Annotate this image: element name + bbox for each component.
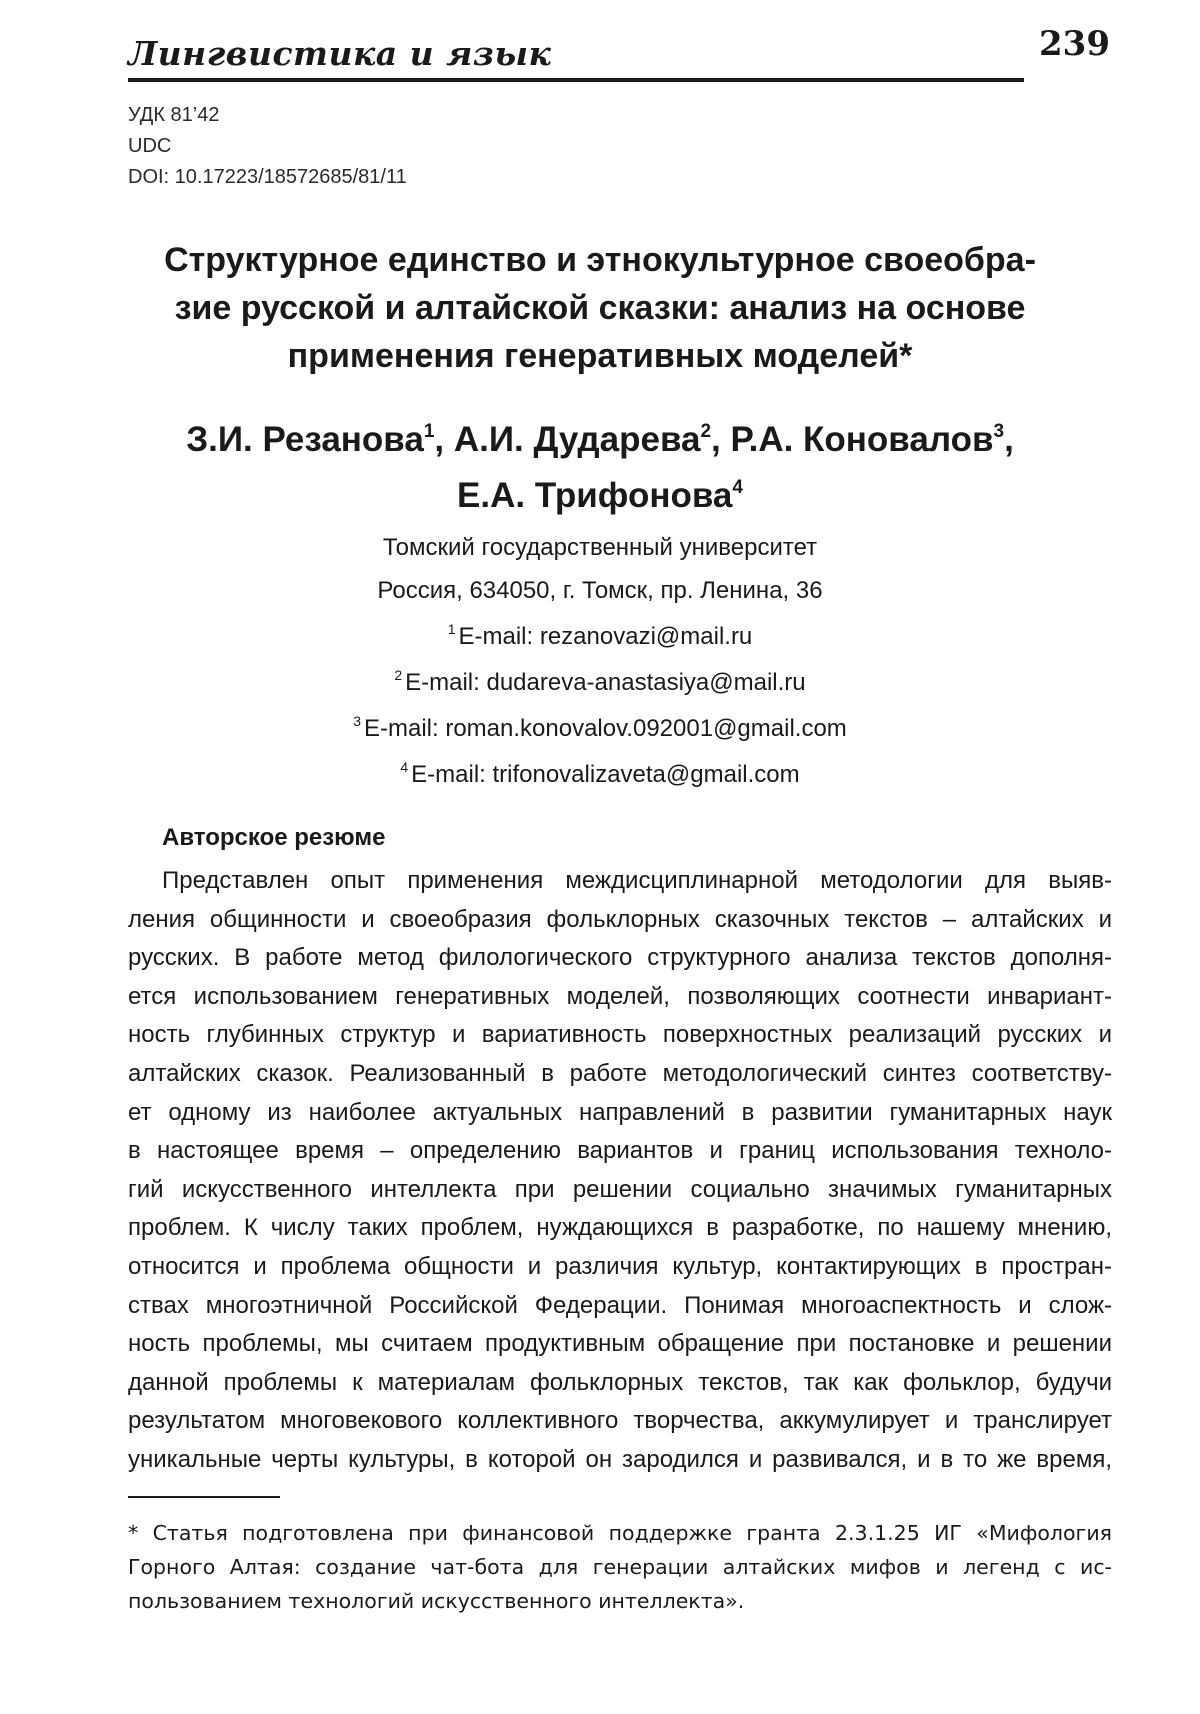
abstract-line: ность глубинных структур и вариативность поверхностных реализаций русских и: [128, 1021, 1112, 1049]
abstract-line: относится и проблема общности и различия культур, контактирующих в простран-: [128, 1252, 1112, 1280]
title-line: применения генеративных моделей*: [287, 337, 913, 375]
abstract-line: ления общинности и своеобразия фольклорных сказочных текстов – алтайских и: [128, 905, 1112, 933]
abstract-line: в настоящее время – определению вариантов и границ использования техноло-: [128, 1137, 1112, 1165]
footnote-rule: [128, 1496, 280, 1498]
author-list: [120, 412, 1080, 524]
abstract-line: ется использованием генеративных моделей, позволяющих соотнести инвариант-: [128, 982, 1112, 1010]
footnote: [128, 1516, 1112, 1618]
author-name: Е.А. Трифонова: [457, 476, 733, 515]
udk-code: УДК 81’42: [128, 104, 220, 126]
abstract-line: русских. В работе метод филологического структурного анализа текстов дополня-: [128, 944, 1112, 972]
udc-code: UDC: [128, 135, 172, 157]
author-name: З.И. Резанова: [186, 420, 424, 459]
affiliation: [120, 528, 1080, 798]
abstract-line: ствах многоэтничной Российской Федерации. Понимая многоаспектность и слож-: [128, 1291, 1112, 1319]
author-mark: 2: [700, 421, 712, 442]
abstract-line: гий искусственного интеллекта при решении социально значимых гуманитарных: [128, 1175, 1112, 1203]
author-name: Р.А. Коновалов: [730, 420, 994, 459]
university-name: Томский государственный университет: [382, 534, 818, 561]
abstract-line: ет одному из наиболее актуальных направлений в развитии гуманитарных наук: [128, 1098, 1112, 1126]
email-text: E-mail: rezanovazi@mail.ru: [458, 623, 753, 650]
abstract-line: результатом многовекового коллективного творчества, аккумулирует и транслирует: [128, 1407, 1112, 1435]
author-name: А.И. Дударева: [453, 420, 701, 459]
title-line: Структурное единство и этнокультурное своеобра-: [164, 241, 1036, 279]
author-email: [120, 660, 1080, 706]
author-email: [120, 614, 1080, 660]
article-title: [120, 236, 1080, 380]
author-mark: 1: [423, 421, 435, 442]
doi-code: DOI: 10.17223/18572685/81/11: [128, 166, 407, 188]
page-number: 239: [1039, 24, 1110, 64]
author-line: [120, 468, 1080, 524]
abstract-line: уникальные черты культуры, в которой он зародился и развивался, и в то же время,: [128, 1445, 1112, 1473]
email-mark: 4: [400, 759, 409, 775]
email-text: E-mail: roman.konovalov.092001@gmail.com: [363, 715, 847, 742]
email-mark: 1: [447, 621, 456, 637]
abstract-line: алтайских сказок. Реализованный в работе методологический синтез соответству-: [128, 1059, 1112, 1087]
author-email: [120, 752, 1080, 798]
footnote-line: * Статья подготовлена при финансовой поддержке гранта 2.3.1.25 ИГ «Мифология: [128, 1521, 1112, 1545]
author-mark: 4: [732, 477, 743, 498]
email-mark: 2: [394, 667, 403, 683]
author-mark: 3: [993, 421, 1005, 442]
email-mark: 3: [353, 713, 361, 729]
footnote-line: Горного Алтая: создание чат-бота для генерации алтайских мифов и легенд с ис-: [128, 1555, 1112, 1579]
abstract-line: проблем. К числу таких проблем, нуждающихся в разработке, по нашему мнению,: [128, 1214, 1112, 1242]
running-header: [128, 24, 1110, 82]
author-line: З.И. Резанова$^1$, А.И. Дударева$^2$, Р.А. Коновалов$^3$,: [186, 420, 1014, 459]
abstract-line: данной проблемы к материалам фольклорных текстов, так как фольклор, будучи: [128, 1368, 1112, 1396]
title-line: зие русской и алтайской сказки: анализ на основе: [174, 289, 1026, 327]
abstract-line: ность проблемы, мы считаем продуктивным обращение при постановке и решении: [128, 1330, 1112, 1358]
classification-codes: [128, 100, 407, 193]
email-text: E-mail: trifonovalizaveta@gmail.com: [411, 761, 800, 788]
university-address: Россия, 634050, г. Томск, пр. Ленина, 36: [377, 577, 823, 604]
abstract-heading: Авторское резюме: [162, 824, 386, 851]
email-text: E-mail: dudareva-anastasiya@mail.ru: [405, 669, 806, 696]
author-email: [120, 706, 1080, 752]
abstract-line: Представлен опыт применения междисциплинарной методологии для выяв-: [162, 867, 1112, 894]
section-title: Лингвистика и язык: [128, 34, 552, 73]
footnote-line: пользованием технологий искусственного интеллекта».: [128, 1589, 745, 1613]
abstract-body: [128, 862, 1112, 1480]
header-rule: [128, 78, 1024, 82]
